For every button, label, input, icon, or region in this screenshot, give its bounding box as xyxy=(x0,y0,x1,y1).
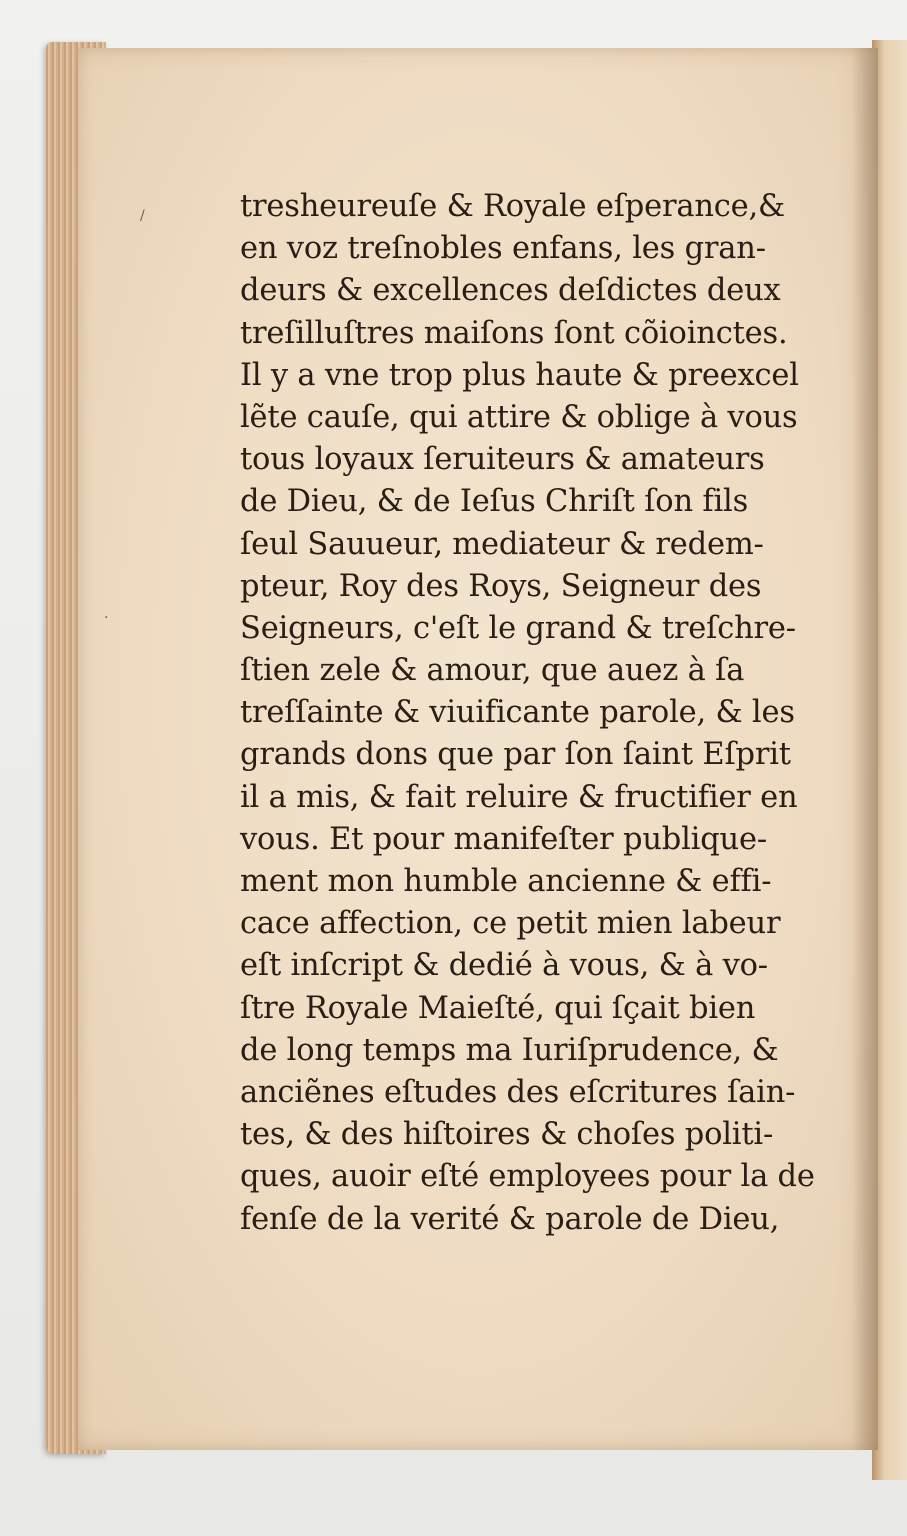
text-line: vous. Et pour manifeſter publique- xyxy=(240,821,767,857)
margin-mark: / xyxy=(140,208,145,224)
page-text xyxy=(240,186,860,1241)
text-line: tous loyaux ſeruiteurs & amateurs xyxy=(240,442,765,478)
text-line: anciẽnes eſtudes des eſcritures ſain- xyxy=(240,1074,796,1110)
text-line: tes, & des hiſtoires & choſes politi- xyxy=(240,1117,774,1153)
text-line: il a mis, & fait reluire & fructifier en xyxy=(240,779,798,815)
text-line: ſeul Sauueur, mediateur & redem- xyxy=(240,526,764,562)
text-line: cace affection, ce petit mien labeur xyxy=(240,906,781,942)
text-line: eſt inſcript & dedié à vous, & à vo- xyxy=(240,948,768,984)
text-line: de Dieu, & de Ieſus Chriſt ſon fils xyxy=(240,484,749,520)
text-line: ſtre Royale Maieſté, qui ſçait bien xyxy=(240,990,756,1026)
text-line: Il y a vne trop plus haute & preexcel xyxy=(240,357,799,393)
text-line: lẽte cauſe, qui attire & oblige à vous xyxy=(240,399,798,435)
text-line: ment mon humble ancienne & effi- xyxy=(240,864,772,899)
text-line: Seigneurs, c'eſt le grand & treſchre- xyxy=(240,610,796,646)
text-line: fenſe de la verité & parole de Dieu, xyxy=(240,1201,780,1237)
text-line: tresheureuſe & Royale eſperance,& xyxy=(240,189,785,224)
text-line: deurs & excellences deſdictes deux xyxy=(240,273,781,309)
text-line: ques, auoir eſté employees pour la de xyxy=(240,1159,815,1195)
text-line: treſilluſtres maiſons ſont cõioinctes. xyxy=(240,315,788,351)
text-line: pteur, Roy des Roys, Seigneur des xyxy=(240,568,762,604)
text-line: ſtien zele & amour, que auez à ſa xyxy=(240,653,745,689)
text-line: de long temps ma Iuriſprudence, & xyxy=(240,1032,779,1068)
text-line: treſſainte & viuificante parole, & les xyxy=(240,695,795,731)
margin-dot: · xyxy=(104,610,109,626)
text-line: grands dons que par ſon ſaint Eſprit xyxy=(240,737,791,773)
text-line: en voz treſnobles enfans, les gran- xyxy=(240,231,766,267)
